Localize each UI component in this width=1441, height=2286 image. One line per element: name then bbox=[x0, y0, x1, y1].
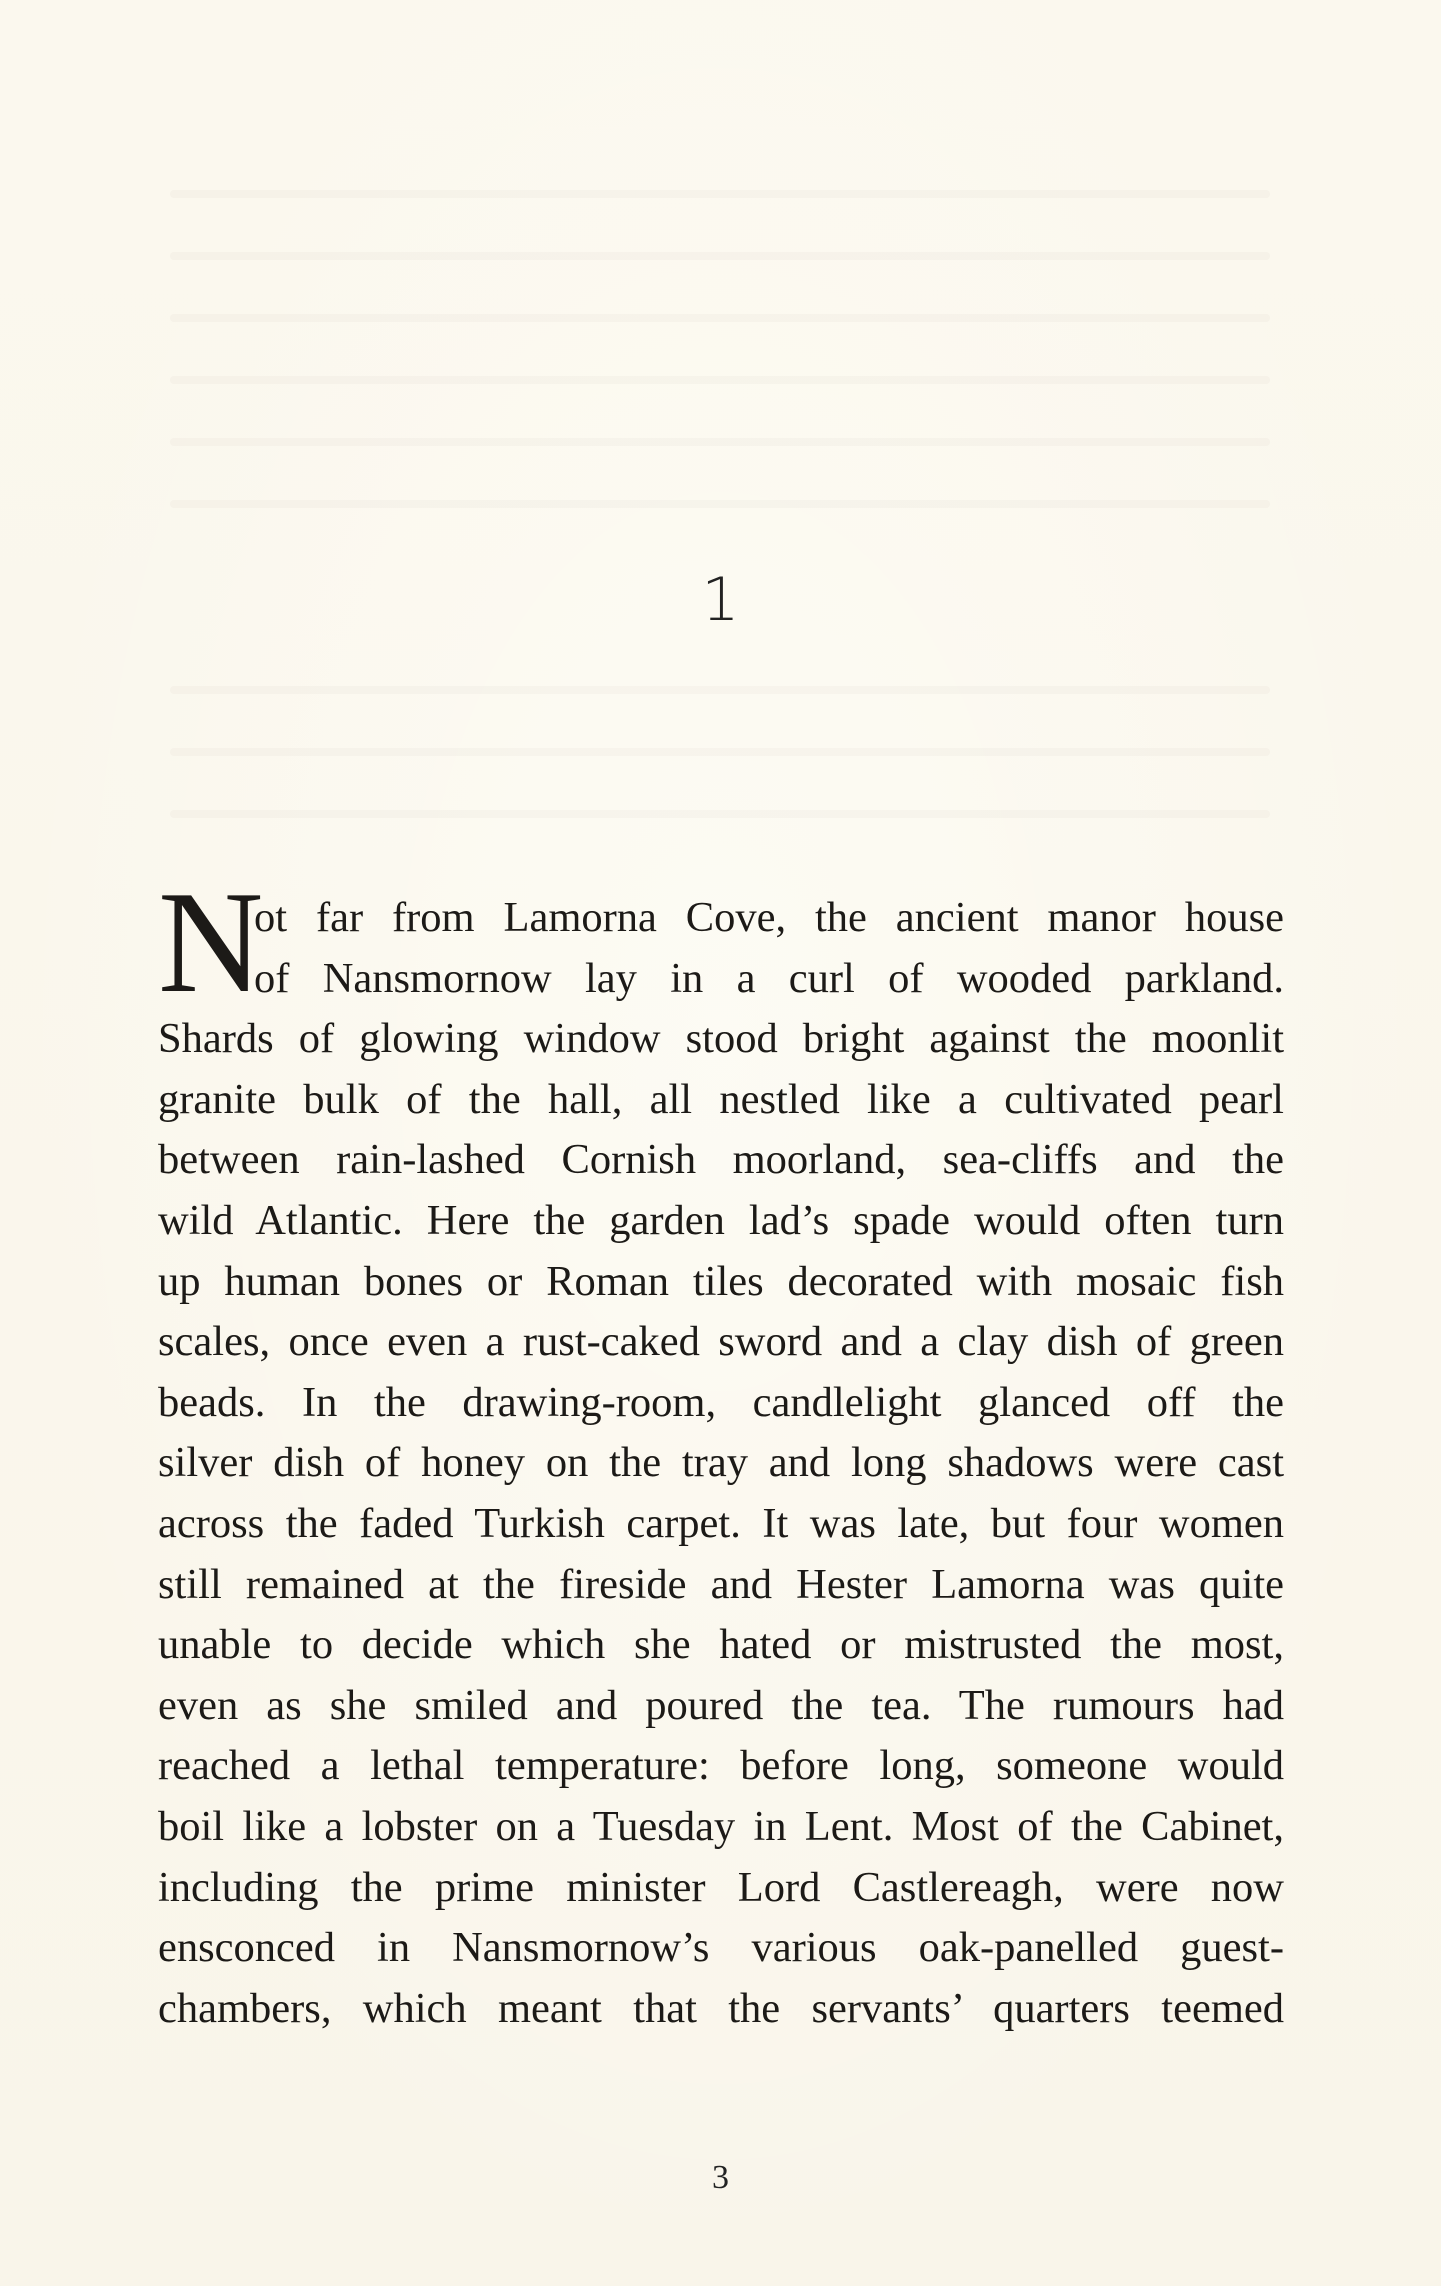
text-line: boil like a lobster on a Tuesday in Lent. Most of the Cabinet, bbox=[158, 1802, 1284, 1850]
show-through-line bbox=[170, 438, 1270, 446]
text-line: ensconced in Nansmornow’s various oak-panelled guest- bbox=[158, 1924, 1284, 1972]
text-line: scales, once even a rust-caked sword and a clay dish of green bbox=[158, 1318, 1284, 1366]
text-line: reached a lethal temperature: before long, someone would bbox=[158, 1742, 1284, 1790]
show-through-line bbox=[170, 190, 1270, 198]
show-through-line bbox=[170, 376, 1270, 384]
text-line: still remained at the fireside and Hester Lamorna was quite bbox=[158, 1560, 1284, 1608]
text-line: chambers, which meant that the servants’ quarters teemed bbox=[158, 1984, 1284, 2032]
page-number: 3 bbox=[712, 2159, 729, 2196]
text-line: between rain-lashed Cornish moorland, sea-cliffs and the bbox=[158, 1136, 1284, 1184]
text-line: silver dish of honey on the tray and long shadows were cast bbox=[158, 1439, 1284, 1487]
text-line: of Nansmornow lay in a curl of wooded parkland. bbox=[254, 954, 1284, 1002]
text-line: Shards of glowing window stood bright against the moonlit bbox=[158, 1015, 1284, 1063]
show-through-line bbox=[170, 810, 1270, 818]
show-through-line bbox=[170, 748, 1270, 756]
show-through-line bbox=[170, 500, 1270, 508]
show-through-line bbox=[170, 686, 1270, 694]
text-line: unable to decide which she hated or mistrusted the most, bbox=[158, 1621, 1284, 1669]
text-line: including the prime minister Lord Castlereagh, were now bbox=[158, 1863, 1284, 1911]
text-line: granite bulk of the hall, all nestled like a cultivated pearl bbox=[158, 1075, 1284, 1123]
text-line: beads. In the drawing-room, candlelight glanced off the bbox=[158, 1378, 1284, 1426]
text-line: even as she smiled and poured the tea. The rumours had bbox=[158, 1681, 1284, 1729]
show-through-line bbox=[170, 314, 1270, 322]
text-line: up human bones or Roman tiles decorated with mosaic fish bbox=[158, 1257, 1284, 1305]
chapter-number: 1 bbox=[701, 565, 740, 635]
text-line: wild Atlantic. Here the garden lad’s spade would often turn bbox=[158, 1196, 1284, 1244]
show-through-line bbox=[170, 252, 1270, 260]
text-line: ot far from Lamorna Cove, the ancient manor house bbox=[254, 894, 1284, 941]
body-paragraph bbox=[158, 888, 1284, 2039]
text-line: across the faded Turkish carpet. It was late, but four women bbox=[158, 1499, 1284, 1547]
drop-cap: N bbox=[158, 861, 264, 1023]
